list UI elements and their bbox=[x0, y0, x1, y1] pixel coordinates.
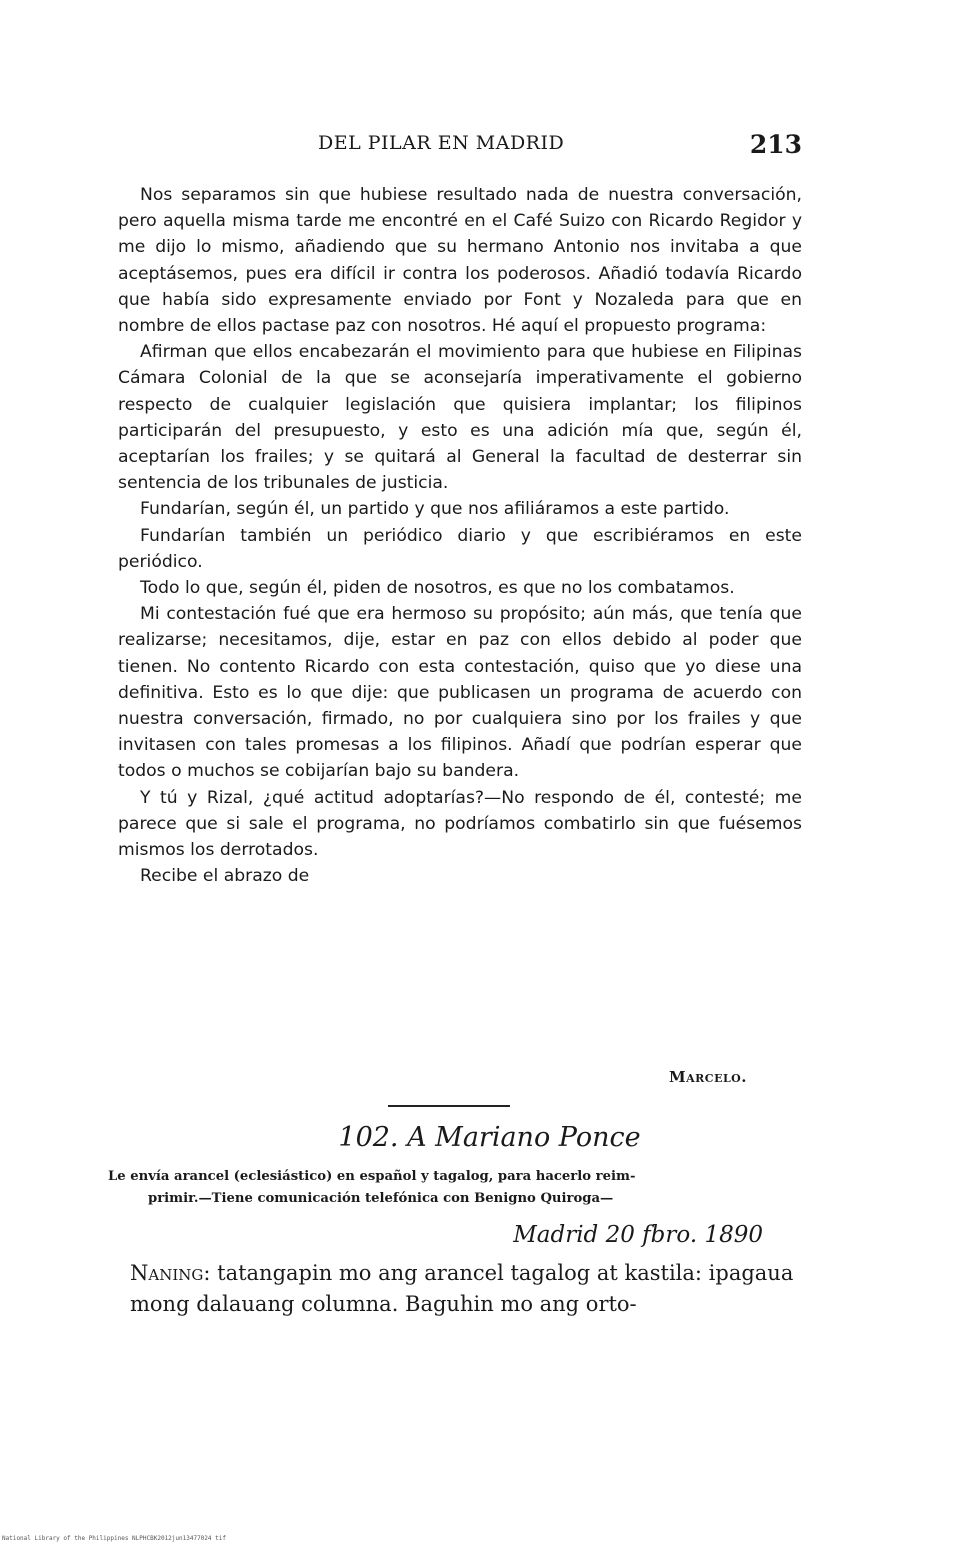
letter-102-body bbox=[130, 1258, 794, 1320]
page-header bbox=[118, 130, 802, 166]
archive-footer-note: National Library of the Philippines NLPHCBK2012jun13477024 tif bbox=[2, 1535, 226, 1542]
paragraph: Mi contestación fué que era hermoso su propósito; aún más, que tenía que realizarse; necesitamos, dije, estar en paz con ellos debido al poder que tienen. No contento Ricardo con esta contestación, quiso que yo diese una definitiva. Esto es lo que dije: que publicasen un programa de acuerdo con nuestra conversación, firmado, no por cualquiera sino por los frailes y que invitasen con tales promesas a los filipinos. Añadí que podrían esperar que todos o muchos se cobijarían bajo su bandera. bbox=[118, 604, 802, 782]
page-number: 213 bbox=[749, 130, 802, 159]
letter-101-body bbox=[118, 182, 802, 889]
paragraph: Fundarían, según él, un partido y que nos afiliáramos a este partido. bbox=[140, 499, 730, 520]
paragraph: Todo lo que, según él, piden de nosotros, es que no los combatamos. bbox=[140, 578, 735, 599]
paragraph: Afirman que ellos encabezarán el movimiento para que hubiese en Filipinas Cámara Colonial de la que se aconsejaría imperativamente el gobierno respecto de cualquier legislación que quisiera implantar; los filipinos participarán del presupuesto, y esto es una adición mía que, según él, aceptarían los frailes; y se quitará al General la facultad de desterrar sin sentencia de los tribunales de justicia. bbox=[118, 342, 802, 494]
letter-summary bbox=[108, 1166, 794, 1210]
dateline: Madrid 20 fbro. 1890 bbox=[513, 1222, 763, 1248]
closing-line: Recibe el abrazo de bbox=[140, 866, 310, 887]
summary-line: Le envía arancel (eclesiástico) en español y tagalog, para hacerlo reim- bbox=[108, 1169, 636, 1184]
opening-paragraph bbox=[130, 1258, 794, 1320]
paragraph: Y tú y Rizal, ¿qué actitud adoptarías?—No respondo de él, contesté; me parece que si sale el programa, no podríamos combatirlo sin que fuésemos mismos los derrotados. bbox=[118, 787, 802, 861]
paragraph: Nos separamos sin que hubiese resultado nada de nuestra conversación, pero aquella misma tarde me encontré en el Café Suizo con Ricardo Regidor y me dijo lo mismo, añadiendo que su hermano Antonio nos invitaba a que aceptásemos, pues era difícil ir contra los poderosos. Añadió todavía Ricardo que había sido expresamente enviado por Font y Nozaleda para que en nombre de ellos pactase paz con nosotros. Hé aquí el propuesto programa: bbox=[118, 185, 802, 337]
paragraph: Fundarían también un periódico diario y que escribiéramos en este periódico. bbox=[118, 525, 802, 572]
running-title: DEL PILAR EN MADRID bbox=[318, 132, 565, 154]
opening-text: tatangapin mo ang arancel tagalog at kastila: ipagaua mong dalauang columna. Baguhin mo ang orto- bbox=[130, 1261, 794, 1316]
salutation: Naning: bbox=[130, 1261, 211, 1285]
summary-line: primir.—Tiene comunicación telefónica con Benigno Quiroga— bbox=[148, 1191, 614, 1206]
signature: Marcelo. bbox=[669, 1068, 747, 1086]
section-divider bbox=[388, 1105, 510, 1107]
letter-heading: 102. A Mariano Ponce bbox=[338, 1122, 641, 1153]
